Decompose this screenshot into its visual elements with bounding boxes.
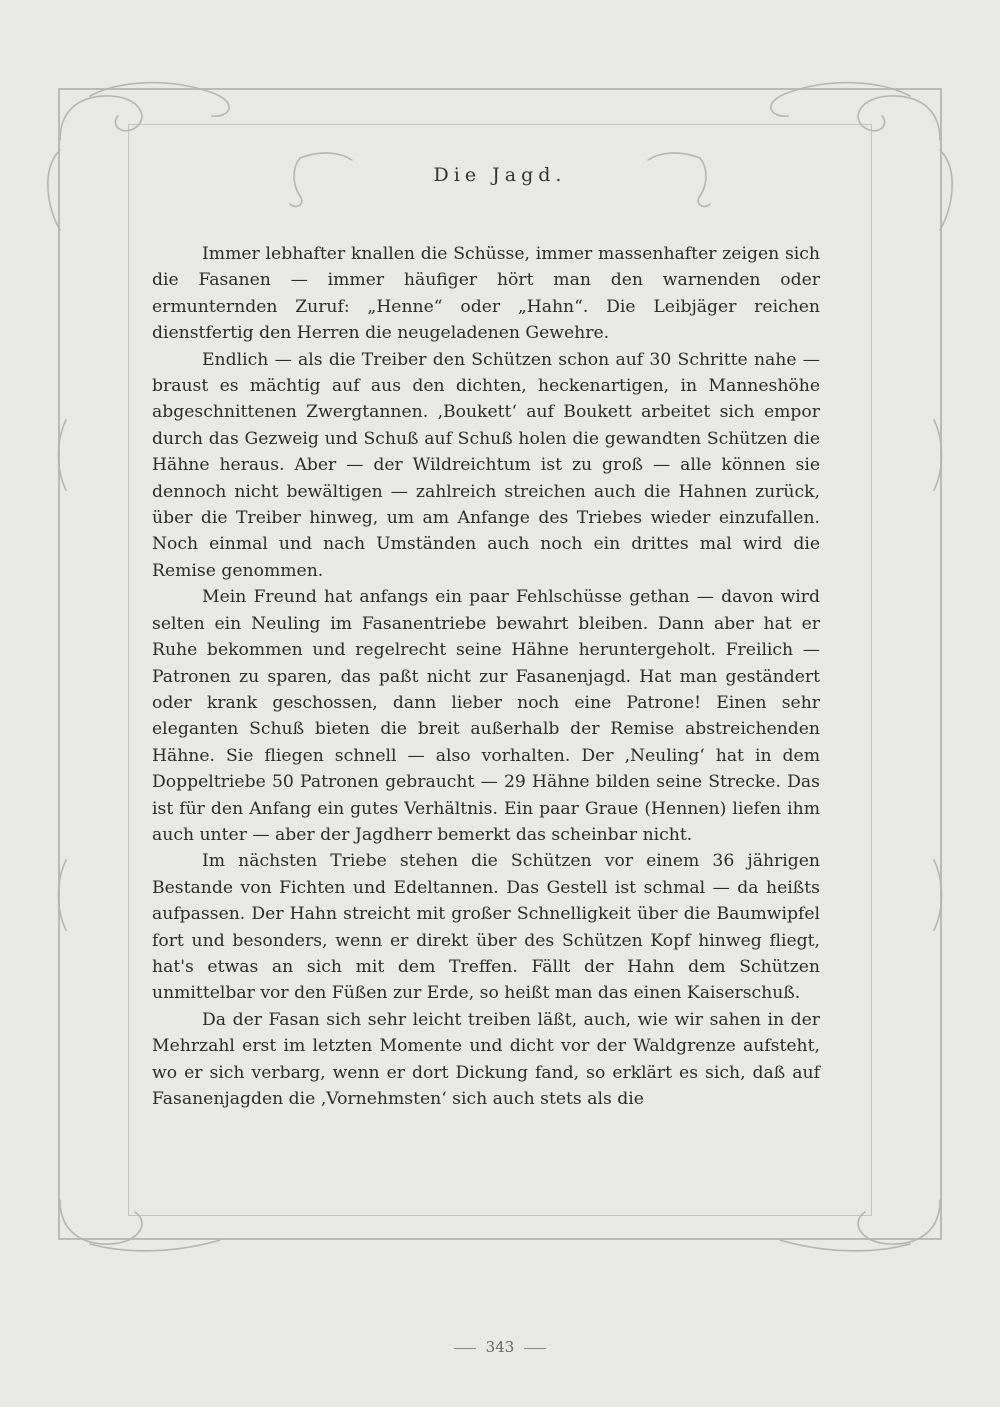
paragraph: Im nächsten Triebe stehen die Schützen vor einem 36 jährigen Bestande von Fichten und Edeltannen. Das Gestell ist schmal — da heißts aufpassen. Der Hahn streicht mit großer Schnelligkeit über die Baumwipfel fort und besonders, wenn er direkt über des Schützen Kopf hinweg fliegt, hat's etwas an sich mit dem Treffen. Fällt der Hahn dem Schützen unmittelbar vor den Füßen zur Erde, so heißt man das einen Kaiserschuß. <box>152 851 820 1004</box>
paragraph: Endlich — als die Treiber den Schützen schon auf 30 Schritte nahe — braust es mächtig auf aus den dichten, heckenartigen, in Manneshöhe abgeschnittenen Zwergtannen. ‚Boukett‘ auf Boukett arbeitet sich empor durch das Gezweig und Schuß auf Schuß holen die gewandten Schützen die Hähne heraus. Aber — der Wildreichtum ist zu groß — alle können sie dennoch nicht bewältigen — zahlreich streichen auch die Hahnen zurück, über die Treiber hinweg, um am Anfange des Triebes wieder einzufallen. Noch einmal und nach Umständen auch noch ein drittes mal wird die Remise genommen. <box>152 349 820 581</box>
body-text <box>152 241 820 1112</box>
scroll-bottom-left <box>60 1200 142 1244</box>
scroll-top-right <box>858 96 940 140</box>
paragraph: Da der Fasan sich sehr leicht treiben läßt, auch, wie wir sahen in der Mehrzahl erst im letzten Momente und dicht vor der Waldgrenze aufsteht, wo er sich verbarg, wenn er dort Dickung fand, so erklärt es sich, daß auf Fasanenjagden die ‚Vornehmsten‘ sich auch stets als die <box>152 1009 820 1109</box>
dash-right <box>524 1348 546 1349</box>
paragraph: Mein Freund hat anfangs ein paar Fehlschüsse gethan — davon wird selten ein Neuling im Fasanentriebe bewahrt bleiben. Dann aber hat er Ruhe bekommen und regelrecht seine Hähne heruntergeholt. Freilich — Patronen zu sparen, das paßt nicht zur Fasanenjagd. Hat man geständert oder krank geschossen, dann lieber noch eine Patrone! Einen sehr eleganten Schuß bieten die breit außerhalb der Remise abstreichenden Hähne. Sie fliegen schnell — also vorhalten. Der ‚Neuling‘ hat in dem Doppeltriebe 50 Patronen gebraucht — 29 Hähne bilden seine Strecke. Das ist für den Anfang ein gutes Verhältnis. Ein paar Graue (Hennen) liefen ihm auch unter — aber der Jagdherr bemerkt das scheinbar nicht. <box>152 587 820 845</box>
page-number-footer <box>0 1338 1000 1356</box>
scroll-top-left <box>60 96 142 140</box>
scroll-bottom-right <box>858 1200 940 1244</box>
dash-left <box>454 1348 476 1349</box>
paragraph: Immer lebhafter knallen die Schüsse, immer massenhafter zeigen sich die Fasanen — immer häufiger hört man den warnenden oder ermunternden Zuruf: „Henne“ oder „Hahn“. Die Leibjäger reichen dienstfertig den Herren die neugeladenen Gewehre. <box>152 244 820 344</box>
page-number: 343 <box>485 1338 515 1356</box>
page-title: Die Jagd. <box>433 164 567 186</box>
